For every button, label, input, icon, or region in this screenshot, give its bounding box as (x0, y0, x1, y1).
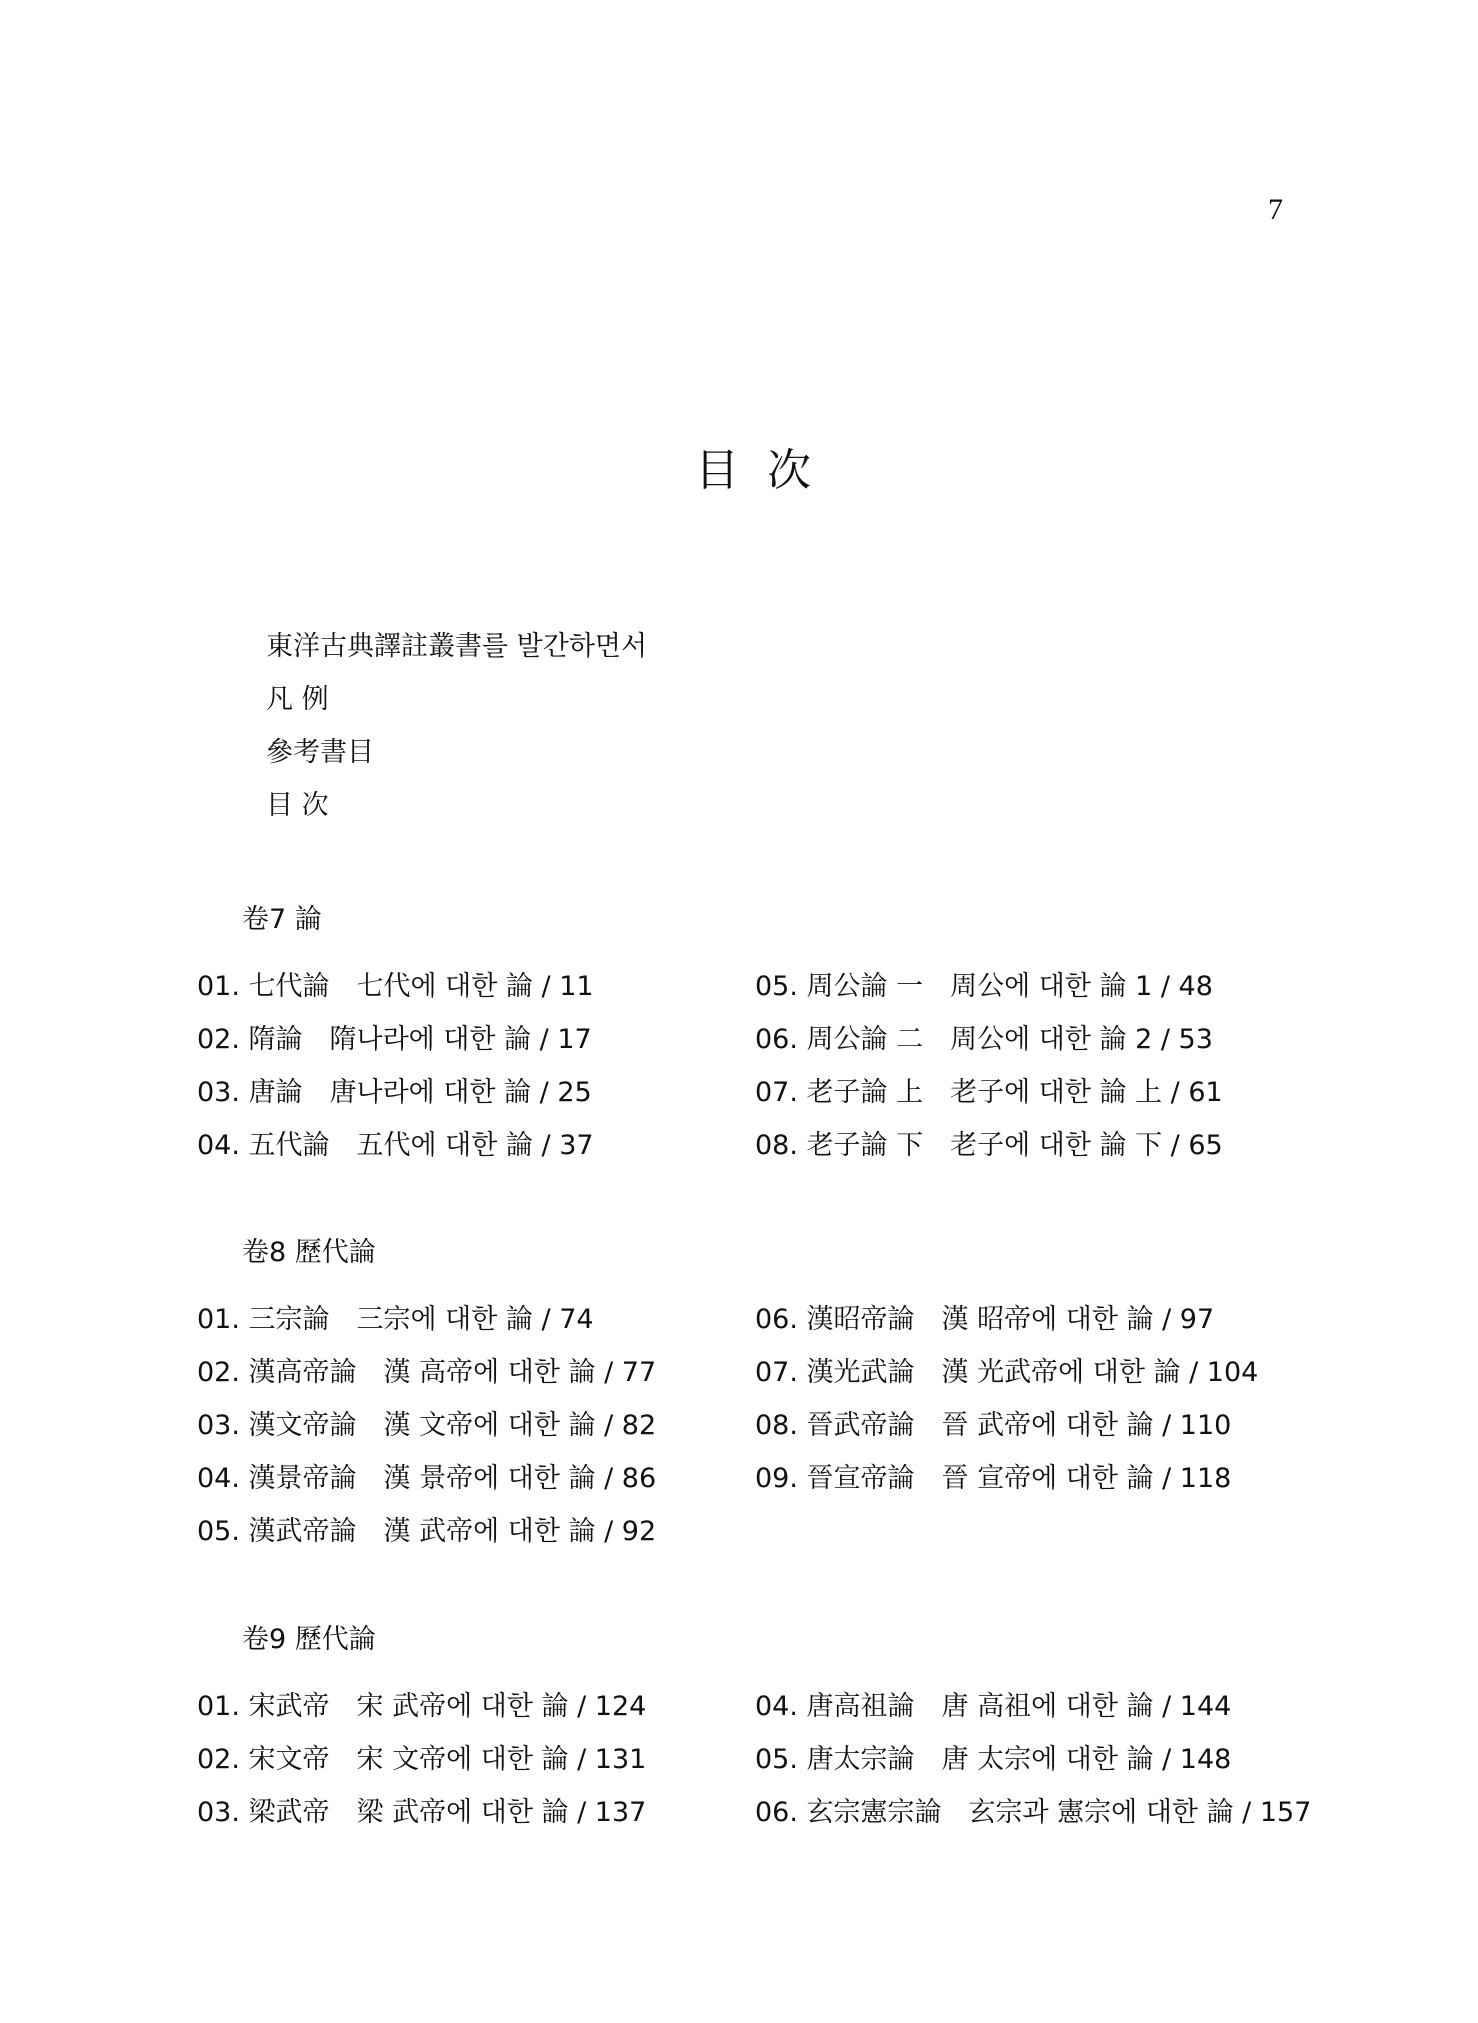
toc-entry: 02. 隋論 隋나라에 대한 論 / 17 (197, 1024, 592, 1055)
section-vol7-right-column (755, 960, 1223, 1172)
toc-entry: 08. 晉武帝論 晉 武帝에 대한 論 / 110 (755, 1410, 1232, 1441)
front-matter-list (266, 620, 647, 832)
front-matter-item: 目 次 (266, 790, 329, 821)
front-matter-item: 東洋古典譯註叢書를 발간하면서 (266, 631, 648, 662)
toc-entry: 04. 五代論 五代에 대한 論 / 37 (197, 1130, 594, 1161)
toc-entry: 03. 梁武帝 梁 武帝에 대한 論 / 137 (197, 1797, 647, 1828)
page-number: 7 (1268, 193, 1283, 226)
toc-entry: 03. 唐論 唐나라에 대한 論 / 25 (197, 1077, 592, 1108)
toc-entry: 05. 唐太宗論 唐 太宗에 대한 論 / 148 (755, 1744, 1232, 1775)
toc-entry: 06. 周公論 二 周公에 대한 論 2 / 53 (755, 1024, 1213, 1055)
toc-entry: 05. 漢武帝論 漢 武帝에 대한 論 / 92 (197, 1516, 657, 1547)
toc-entry: 07. 老子論 上 老子에 대한 論 上 / 61 (755, 1077, 1223, 1108)
toc-entry: 01. 三宗論 三宗에 대한 論 / 74 (197, 1304, 594, 1335)
toc-entry: 07. 漢光武論 漢 光武帝에 대한 論 / 104 (755, 1357, 1259, 1388)
section-heading-vol9: 卷9 歷代論 (242, 1624, 376, 1655)
page-title: 目次 (695, 445, 839, 496)
toc-entry: 08. 老子論 下 老子에 대한 論 下 / 65 (755, 1130, 1223, 1161)
section-heading-vol8: 卷8 歷代論 (242, 1237, 376, 1268)
section-vol8-left-column (197, 1293, 656, 1558)
section-vol7-left-column (197, 960, 594, 1172)
toc-entry: 01. 七代論 七代에 대한 論 / 11 (197, 971, 594, 1002)
toc-entry: 06. 漢昭帝論 漢 昭帝에 대한 論 / 97 (755, 1304, 1215, 1335)
toc-entry: 04. 唐高祖論 唐 高祖에 대한 論 / 144 (755, 1691, 1232, 1722)
toc-entry: 01. 宋武帝 宋 武帝에 대한 論 / 124 (197, 1691, 647, 1722)
toc-entry: 02. 漢高帝論 漢 高帝에 대한 論 / 77 (197, 1357, 657, 1388)
section-vol8-right-column (755, 1293, 1258, 1505)
section-heading-vol7: 卷7 論 (242, 904, 322, 935)
section-vol9-left-column (197, 1680, 646, 1839)
toc-entry: 05. 周公論 一 周公에 대한 論 1 / 48 (755, 971, 1213, 1002)
toc-entry: 09. 晉宣帝論 晉 宣帝에 대한 論 / 118 (755, 1463, 1232, 1494)
section-vol9-right-column (755, 1680, 1311, 1839)
front-matter-item: 參考書目 (266, 737, 374, 768)
toc-entry: 02. 宋文帝 宋 文帝에 대한 論 / 131 (197, 1744, 647, 1775)
toc-entry: 06. 玄宗憲宗論 玄宗과 憲宗에 대한 論 / 157 (755, 1797, 1312, 1828)
front-matter-item: 凡 例 (266, 684, 329, 715)
toc-entry: 03. 漢文帝論 漢 文帝에 대한 論 / 82 (197, 1410, 657, 1441)
toc-entry: 04. 漢景帝論 漢 景帝에 대한 論 / 86 (197, 1463, 657, 1494)
